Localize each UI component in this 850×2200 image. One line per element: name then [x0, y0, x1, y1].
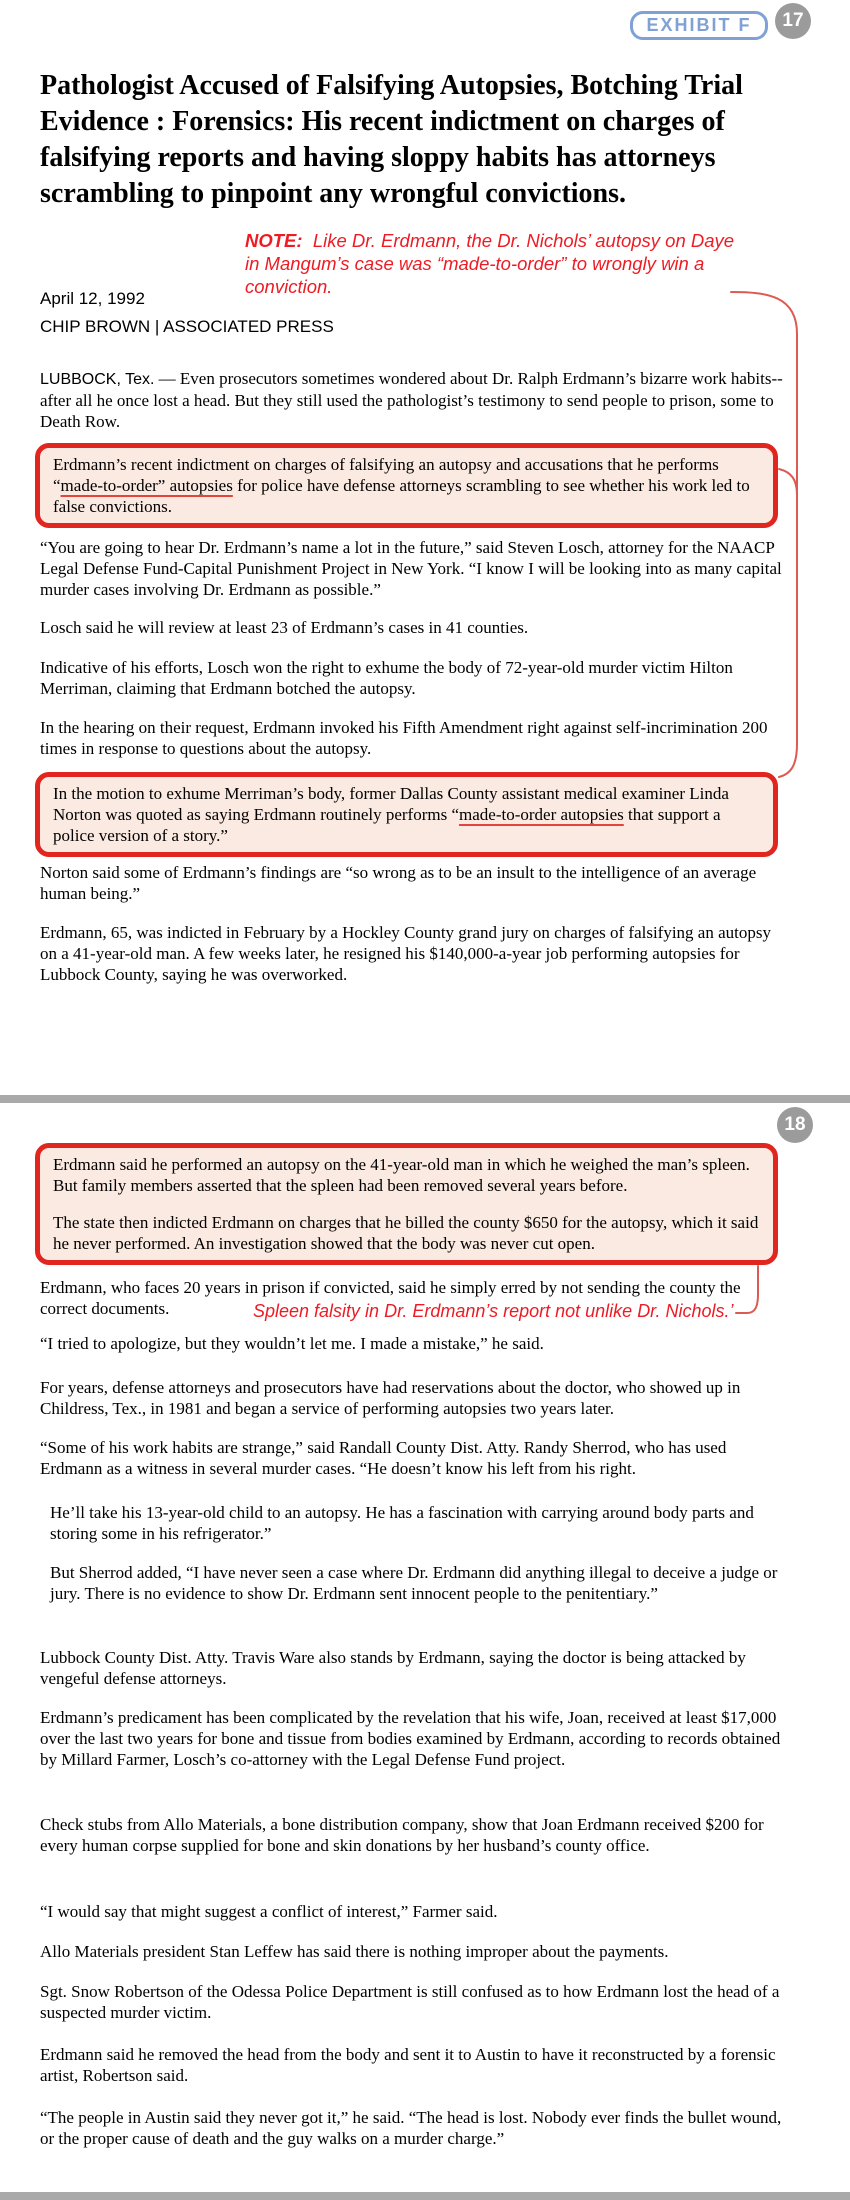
article-headline: Pathologist Accused of Falsifying Autopsies, Botching Trial Evidence : Forensics: His recent indictment on charges of falsifying reports and having sloppy habits has attorneys scrambling to pinpoint any wrongful convictions.: [40, 70, 743, 209]
exhibit-stamp: EXHIBIT F: [630, 11, 768, 40]
article-paragraph: Sgt. Snow Robertson of the Odessa Police Department is still confused as to how Erdmann lost the head of a suspected murder victim.: [40, 1982, 780, 2022]
article-paragraph: “I would say that might suggest a conflict of interest,” Farmer said.: [40, 1902, 498, 1921]
article-paragraph: Check stubs from Allo Materials, a bone distribution company, show that Joan Erdmann received $200 for every human corpse supplied for bone and skin donations by her husband’s county office.: [40, 1815, 764, 1855]
note-text: Like Dr. Erdmann, the Dr. Nichols’ autopsy on Daye in Mangum’s case was “made-to-order” to wrongly win a conviction.: [245, 230, 735, 297]
article-paragraph: Erdmann said he removed the head from the body and sent it to Austin to have it reconstructed by a forensic artist, Robertson said.: [40, 2045, 776, 2085]
article-byline: CHIP BROWN | ASSOCIATED PRESS: [40, 317, 334, 336]
underlined-phrase: made-to-order autopsies: [459, 805, 624, 824]
underlined-phrase: made-to-order” autopsies: [60, 476, 233, 495]
box-text: In the motion to exhume Merriman’s body, former Dallas County assistant medical examiner Linda Norton was quoted as saying Erdmann routinely performs “: [53, 784, 729, 824]
box-text: that support a police version of a story.”: [53, 805, 721, 845]
highlight-box-1: [35, 443, 778, 528]
article-paragraph: Norton said some of Erdmann’s findings are “so wrong as to be an insult to the intelligence of an average human being.”: [40, 863, 757, 903]
box-text: Erdmann said he performed an autopsy on the 41-year-old man in which he weighed the man’s spleen. But family members asserted that the spleen had been removed several years before.: [53, 1155, 750, 1195]
handwritten-note-2: Spleen falsity in Dr. Erdmann’s report not unlike Dr. Nichols.’: [253, 1301, 734, 1321]
note1-connector-line: [731, 292, 797, 777]
page-separator: [0, 2192, 850, 2200]
article-paragraph: “The people in Austin said they never got it,” he said. “The head is lost. Nobody ever finds the bullet wound, or the proper cause of death and the guy walks on a murder charge.”: [40, 2108, 782, 2148]
dateline: LUBBOCK, Tex.: [40, 371, 155, 388]
article-paragraph: “I tried to apologize, but they wouldn’t let me. I made a mistake,” he said.: [40, 1334, 544, 1353]
handwritten-note-1: [245, 229, 750, 298]
box-text: Erdmann’s recent indictment on charges of falsifying an autopsy and accusations that he performs “: [53, 455, 719, 495]
highlight-box-3: [35, 1143, 778, 1265]
highlight-box-2: [35, 772, 778, 857]
paragraph-text: — Even prosecutors sometimes wondered about Dr. Ralph Erdmann’s bizarre work habits--after all he once lost a head. But they still used the pathologist’s testimony to send people to prison, some to Death Row.: [40, 369, 783, 431]
article-paragraph: In the hearing on their request, Erdmann invoked his Fifth Amendment right against self-incrimination 200 times in response to questions about the autopsy.: [40, 718, 768, 758]
article-paragraph: Allo Materials president Stan Leffew has said there is nothing improper about the payments.: [40, 1942, 669, 1961]
article-paragraph: Erdmann, 65, was indicted in February by a Hockley County grand jury on charges of falsifying an autopsy on a 41-year-old man. A few weeks later, he resigned his $140,000-a-year job performing autopsies for Lubbock County, saying he was overworked.: [40, 923, 771, 984]
article-paragraph: For years, defense attorneys and prosecutors have had reservations about the doctor, who showed up in Childress, Tex., in 1981 and began a service of performing autopsies two years later.: [40, 1378, 741, 1418]
box-text: for police have defense attorneys scrambling to see whether his work led to false convictions.: [53, 476, 750, 516]
article-paragraph: Erdmann’s predicament has been complicated by the revelation that his wife, Joan, received at least $17,000 over the last two years for bone and tissue from bodies examined by Erdmann, according to records obtained by Millard Farmer, Losch’s co-attorney with the Legal Defense Fund project.: [40, 1708, 781, 1769]
article-paragraph: Indicative of his efforts, Losch won the right to exhume the body of 72-year-old murder victim Hilton Merriman, claiming that Erdmann botched the autopsy.: [40, 658, 733, 698]
article-date: April 12, 1992: [40, 289, 145, 308]
article-paragraph: Erdmann, who faces 20 years in prison if convicted, said he simply erred by not sending the county the correct documents.: [40, 1278, 741, 1318]
box-text: The state then indicted Erdmann on charges that he billed the county $650 for the autopsy, which it said he never performed. An investigation showed that the body was never cut open.: [53, 1213, 759, 1253]
article-paragraph: But Sherrod added, “I have never seen a case where Dr. Erdmann did anything illegal to deceive a judge or jury. There is no evidence to show Dr. Erdmann sent innocent people to the penitentiary.”: [50, 1563, 778, 1603]
page-separator: [0, 1095, 850, 1103]
article-paragraph: “You are going to hear Dr. Erdmann’s name a lot in the future,” said Steven Losch, attorney for the NAACP Legal Defense Fund-Capital Punishment Project in New York. “I know I will be looking into as many capital murder cases involving Dr. Erdmann as possible.”: [40, 538, 782, 599]
article-paragraph: [40, 368, 785, 432]
article-paragraph: “Some of his work habits are strange,” said Randall County Dist. Atty. Randy Sherrod, who has used Erdmann as a witness in several murder cases. “He doesn’t know his left from his right.: [40, 1438, 727, 1478]
article-paragraph: Lubbock County Dist. Atty. Travis Ware also stands by Erdmann, saying the doctor is being attacked by vengeful defense attorneys.: [40, 1648, 746, 1688]
page-number-badge-18: 18: [777, 1107, 813, 1143]
article-paragraph: He’ll take his 13-year-old child to an autopsy. He has a fascination with carrying around body parts and storing some in his refrigerator.”: [50, 1503, 754, 1543]
note-label: NOTE:: [245, 230, 303, 251]
page-number-badge-17: 17: [775, 3, 811, 39]
article-paragraph: Losch said he will review at least 23 of Erdmann’s cases in 41 counties.: [40, 618, 529, 637]
note1-connector-branch: [779, 469, 797, 495]
